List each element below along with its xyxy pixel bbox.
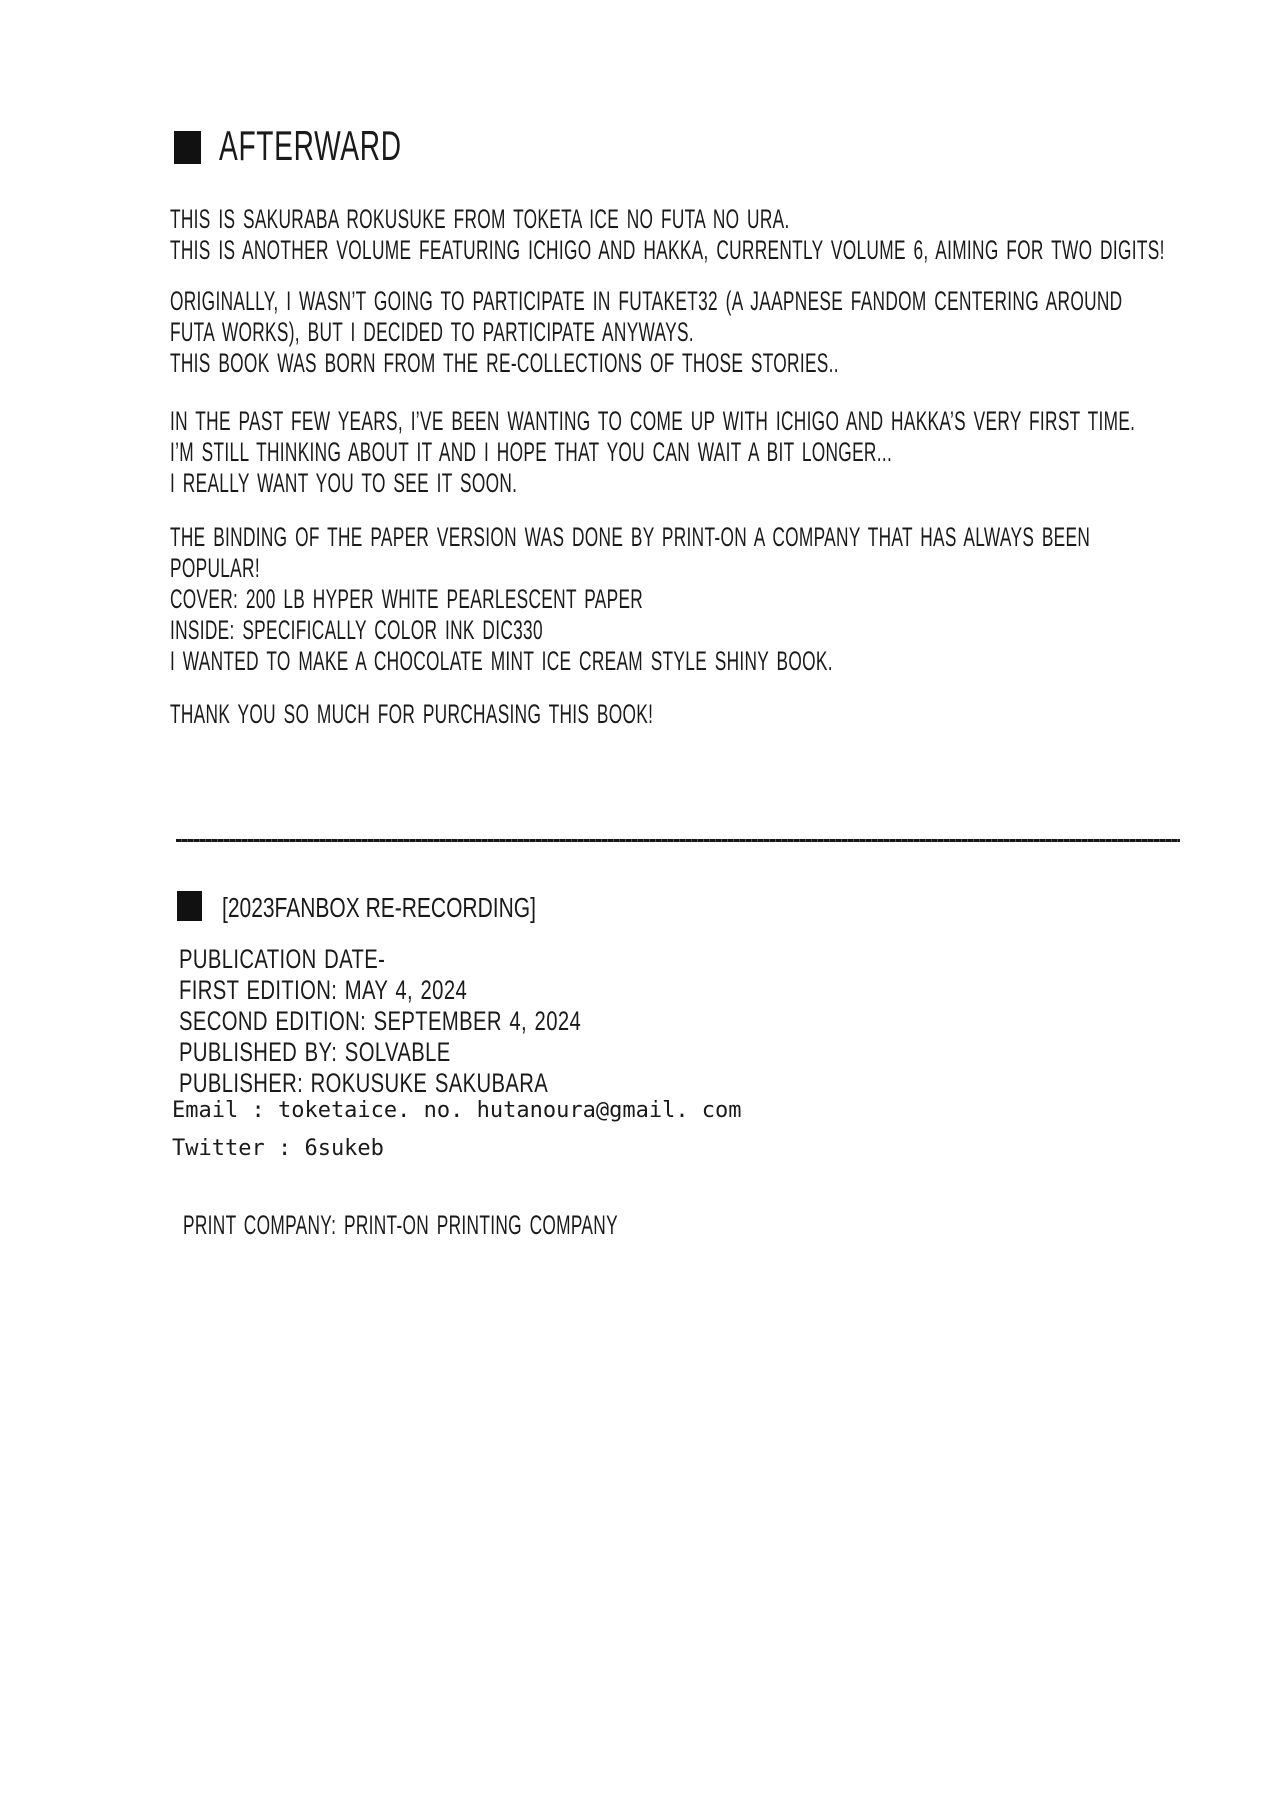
text-line: THIS BOOK WAS BORN FROM THE RE-COLLECTIONS OF THOSE STORIES.. xyxy=(170,348,839,378)
text-line: THIS IS ANOTHER VOLUME FEATURING ICHIGO AND HAKKA, CURRENTLY VOLUME 6, AIMING FOR TWO DIGITS! xyxy=(170,235,1165,265)
text-line: POPULAR! xyxy=(170,553,260,583)
paragraph-binding xyxy=(170,522,1280,677)
twitter-handle: Twitter : 6sukeb xyxy=(172,1136,384,1161)
publication-line: PUBLICATION DATE- xyxy=(179,944,386,974)
publication-line: SECOND EDITION: SEPTEMBER 4, 2024 xyxy=(179,1006,582,1036)
black-square-icon xyxy=(177,891,202,921)
text-line: COVER: 200 LB HYPER WHITE PEARLESCENT PAPER xyxy=(170,584,644,614)
publication-line: PUBLISHER: ROKUSUKE SAKUBARA xyxy=(179,1068,549,1098)
publication-info xyxy=(179,944,715,1099)
paragraph-thanks xyxy=(170,699,925,730)
paragraph-futaket xyxy=(170,286,1280,379)
print-company xyxy=(183,1210,863,1241)
email-address: Email : toketaice. no. hutanoura@gmail. com xyxy=(172,1098,742,1123)
text-line: I WANTED TO MAKE A CHOCOLATE MINT ICE CREAM STYLE SHINY BOOK. xyxy=(170,646,833,676)
text-line: PRINT COMPANY: PRINT-ON PRINTING COMPANY xyxy=(183,1210,618,1240)
text-line: THANK YOU SO MUCH FOR PURCHASING THIS BOOK! xyxy=(170,699,654,729)
text-line: I’M STILL THINKING ABOUT IT AND I HOPE THAT YOU CAN WAIT A BIT LONGER... xyxy=(170,437,893,467)
page-title: AFTERWARD xyxy=(219,122,402,169)
text-line: THIS IS SAKURABA ROKUSUKE FROM TOKETA ICE NO FUTA NO URA. xyxy=(170,204,790,234)
paragraph-intro xyxy=(170,204,1280,266)
text-line: IN THE PAST FEW YEARS, I’VE BEEN WANTING TO COME UP WITH ICHIGO AND HAKKA’S VERY FIRST TIME. xyxy=(170,406,1136,436)
publication-line: PUBLISHED BY: SOLVABLE xyxy=(179,1037,451,1067)
text-line: ORIGINALLY, I WASN’T GOING TO PARTICIPATE IN FUTAKET32 (A JAAPNESE FANDOM CENTERING AROUND xyxy=(170,286,1123,316)
section-divider xyxy=(176,839,1180,842)
publication-line: FIRST EDITION: MAY 4, 2024 xyxy=(179,975,468,1005)
afterword-header xyxy=(174,122,492,169)
paragraph-first-time xyxy=(170,406,1280,499)
text-line: INSIDE: SPECIFICALLY COLOR INK DIC330 xyxy=(170,615,543,645)
black-square-icon xyxy=(174,131,201,164)
text-line: THE BINDING OF THE PAPER VERSION WAS DONE BY PRINT-ON A COMPANY THAT HAS ALWAYS BEEN xyxy=(170,522,1091,552)
colophon-header xyxy=(177,891,641,923)
text-line: FUTA WORKS), BUT I DECIDED TO PARTICIPATE ANYWAYS. xyxy=(170,317,694,347)
colophon-title: [2023FANBOX RE-RECORDING] xyxy=(222,892,536,923)
text-line: I REALLY WANT YOU TO SEE IT SOON. xyxy=(170,468,518,498)
